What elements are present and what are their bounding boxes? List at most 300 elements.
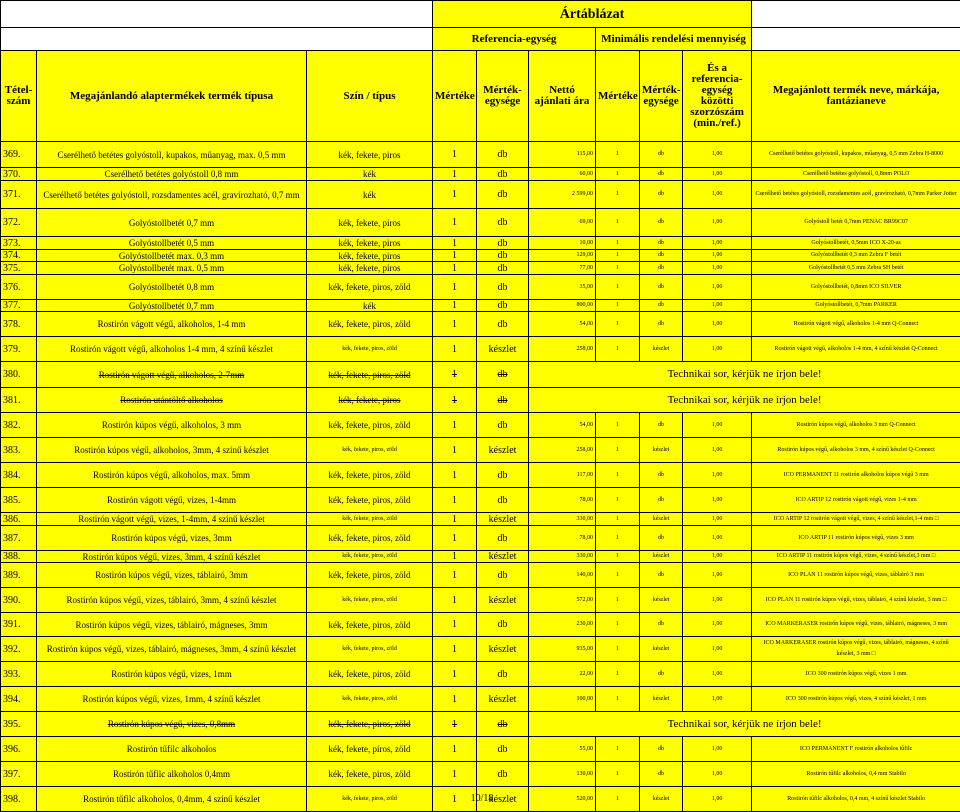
item-number: 398. <box>1 787 37 812</box>
col-min-quantity: Mértéke <box>596 51 640 142</box>
offered-product: Golyóstoll betét 0,7mm PENAC BR99C07 <box>752 209 960 237</box>
offered-product: ICO 300 rostirón kúpos végű, vizes, 4 színű készlet, 1 mm <box>752 687 960 712</box>
ref-unit: készlet <box>477 337 529 362</box>
ref-quantity: 1 <box>433 513 477 526</box>
color-type: kék, fekete, piros <box>307 209 433 237</box>
table-row <box>1 687 960 712</box>
item-number: 369. <box>1 142 37 168</box>
net-price: 54,00 <box>529 312 596 337</box>
ratio: 1,00 <box>683 613 752 637</box>
min-quantity: 1 <box>596 526 640 551</box>
ratio: 1,00 <box>683 737 752 762</box>
net-price: 258,00 <box>529 337 596 362</box>
ratio: 1,00 <box>683 262 752 275</box>
net-price: 60,00 <box>529 168 596 181</box>
min-unit: db <box>640 209 683 237</box>
net-price: 140,00 <box>529 563 596 588</box>
min-unit: készlet <box>640 438 683 463</box>
item-number: 396. <box>1 737 37 762</box>
product-type: Cserélhető betétes golyóstoll 0,8 mm <box>37 168 307 181</box>
table-row <box>1 337 960 362</box>
ratio: 1,00 <box>683 526 752 551</box>
ref-unit: készlet <box>477 588 529 613</box>
net-price: 77,00 <box>529 262 596 275</box>
table-row <box>1 712 960 737</box>
ref-unit: db <box>477 662 529 687</box>
net-price: 130,00 <box>529 762 596 787</box>
ref-quantity: 1 <box>433 337 477 362</box>
col-color-type: Szín / típus <box>307 51 433 142</box>
color-type: kék, fekete, piros, zöld <box>307 613 433 637</box>
item-number: 378. <box>1 312 37 337</box>
ratio: 1,00 <box>683 337 752 362</box>
item-number: 380. <box>1 362 37 388</box>
col-item-number: Tétel-szám <box>1 51 37 142</box>
page-title: Ártáblázat <box>433 1 752 28</box>
ref-quantity: 1 <box>433 413 477 438</box>
min-unit: db <box>640 300 683 312</box>
ref-unit: készlet <box>477 551 529 563</box>
color-type: kék, fekete, piros <box>307 250 433 262</box>
offered-product: Rostirón kúpos végű, alkoholos 3 mm, 4 színű készlet Q-Connect <box>752 438 960 463</box>
ref-quantity: 1 <box>433 737 477 762</box>
product-type: Golyóstollbetét 0,7 mm <box>37 300 307 312</box>
offered-product: ICO PERMANENT F rostirón alkoholos tűfilc <box>752 737 960 762</box>
offered-product: ICO PLAN 11 rostirón kúpos végű, vizes, táblairó, 4 színű készlet, 3 mm □ <box>752 588 960 613</box>
offered-product: ICO MARKERASER rostirón kúpos végű, vizes, táblairó, mágneses, 4 színű készlet, 3 mm □ <box>752 637 960 662</box>
min-quantity: 1 <box>596 300 640 312</box>
product-type: Rostirón kúpos végű, alkoholos, max. 5mm <box>37 463 307 488</box>
min-unit: db <box>640 762 683 787</box>
table-row <box>1 762 960 787</box>
min-quantity: 1 <box>596 275 640 300</box>
table-row <box>1 300 960 312</box>
color-type: kék, fekete, piros, zöld <box>307 337 433 362</box>
min-quantity: 1 <box>596 168 640 181</box>
ref-quantity: 1 <box>433 687 477 712</box>
ref-unit: db <box>477 262 529 275</box>
ratio: 1,00 <box>683 463 752 488</box>
ratio: 1,00 <box>683 687 752 712</box>
ref-unit: készlet <box>477 513 529 526</box>
ref-quantity: 1 <box>433 762 477 787</box>
ratio: 1,00 <box>683 250 752 262</box>
ref-quantity: 1 <box>433 613 477 637</box>
ref-unit: db <box>477 762 529 787</box>
product-type: Golyóstollbetét max. 0,3 mm <box>37 250 307 262</box>
table-row <box>1 413 960 438</box>
offered-product: Golyóstollbetét, 0,5mm ICO X-20-as <box>752 237 960 250</box>
item-number: 377. <box>1 300 37 312</box>
net-price: 800,00 <box>529 300 596 312</box>
min-quantity: 1 <box>596 787 640 812</box>
product-type: Rostirón vágott végű, vizes, 1-4mm, 4 színű készlet <box>37 513 307 526</box>
technical-row-note: Technikai sor, kérjük ne írjon bele! <box>529 712 960 737</box>
ref-quantity: 1 <box>433 662 477 687</box>
product-type: Cserélhető betétes golyóstoll, kupakos, műanyag, max. 0,5 mm <box>37 142 307 168</box>
ref-unit: db <box>477 362 529 388</box>
item-number: 385. <box>1 488 37 513</box>
product-type: Rostirón kúpos végű, vizes, 1mm <box>37 662 307 687</box>
table-row <box>1 362 960 388</box>
ratio: 1,00 <box>683 237 752 250</box>
item-number: 384. <box>1 463 37 488</box>
ratio: 1,00 <box>683 662 752 687</box>
group-reference: Referencia-egység <box>433 28 596 51</box>
col-product-type: Megajánlandó alaptermékek termék típusa <box>37 51 307 142</box>
net-price: 78,00 <box>529 488 596 513</box>
offered-product: ICO 300 rostirón kúpos végű, vizes 1 mm <box>752 662 960 687</box>
ref-quantity: 1 <box>433 526 477 551</box>
net-price: 258,00 <box>529 438 596 463</box>
offered-product: Golyóstollbetét, 0,7mm PARKER <box>752 300 960 312</box>
product-type: Rostirón kúpos végű, vizes, 0,8mm <box>37 712 307 737</box>
item-number: 383. <box>1 438 37 463</box>
ratio: 1,00 <box>683 551 752 563</box>
color-type: kék, fekete, piros <box>307 262 433 275</box>
item-number: 371. <box>1 181 37 209</box>
product-type: Rostirón kúpos végű, vizes, 1mm, 4 színű készlet <box>37 687 307 712</box>
product-type: Rostirón kúpos végű, vizes, 3mm, 4 színű készlet <box>37 551 307 563</box>
item-number: 381. <box>1 388 37 413</box>
color-type: kék <box>307 168 433 181</box>
color-type: kék, fekete, piros, zöld <box>307 762 433 787</box>
min-unit: készlet <box>640 687 683 712</box>
ref-unit: db <box>477 526 529 551</box>
ratio: 1,00 <box>683 209 752 237</box>
ref-unit: db <box>477 275 529 300</box>
min-quantity: 1 <box>596 181 640 209</box>
offered-product: Cserélhető betétes golyóstoll, rozsdamentes acél, gravírozható, 0,7mm Parker Jotter <box>752 181 960 209</box>
min-unit: készlet <box>640 513 683 526</box>
min-unit: db <box>640 488 683 513</box>
min-unit: készlet <box>640 787 683 812</box>
table-row <box>1 463 960 488</box>
color-type: kék, fekete, piros, zöld <box>307 275 433 300</box>
color-type: kék, fekete, piros, zöld <box>307 488 433 513</box>
product-type: Rostirón kúpos végű, vizes, táblairó, 3mm <box>37 563 307 588</box>
offered-product: Rostirón vágott végű, alkoholos 1-4 mm, 4 színű készlet Q-Connect <box>752 337 960 362</box>
offered-product: Cserélhető betétes golyóstoll, 0,8mm POLO <box>752 168 960 181</box>
ratio: 1,00 <box>683 513 752 526</box>
ratio: 1,00 <box>683 312 752 337</box>
ratio: 1,00 <box>683 588 752 613</box>
ref-quantity: 1 <box>433 787 477 812</box>
net-price: 230,00 <box>529 613 596 637</box>
ref-quantity: 1 <box>433 262 477 275</box>
ratio: 1,00 <box>683 168 752 181</box>
ref-quantity: 1 <box>433 438 477 463</box>
min-quantity: 1 <box>596 438 640 463</box>
min-unit: db <box>640 250 683 262</box>
net-price: 100,00 <box>529 687 596 712</box>
ref-unit: db <box>477 613 529 637</box>
item-number: 370. <box>1 168 37 181</box>
offered-product: ICO PERMANENT 11 rostirón alkoholos kúpos végű 3 mm <box>752 463 960 488</box>
offered-product: ICO ARTIP 12 rostirón vágott végű, vizes 1-4 mm <box>752 488 960 513</box>
net-price: 129,00 <box>529 250 596 262</box>
product-type: Rostirón kúpos végű, alkoholos, 3 mm <box>37 413 307 438</box>
ref-unit: db <box>477 388 529 413</box>
ref-unit: db <box>477 209 529 237</box>
ref-quantity: 1 <box>433 388 477 413</box>
net-price: 78,00 <box>529 526 596 551</box>
color-type: kék <box>307 181 433 209</box>
color-type: kék <box>307 300 433 312</box>
min-unit: készlet <box>640 588 683 613</box>
net-price: 115,00 <box>529 142 596 168</box>
offered-product: Golyóstollbetét, 0,8mm ICO SILVER <box>752 275 960 300</box>
net-price: 69,00 <box>529 209 596 237</box>
item-number: 375. <box>1 262 37 275</box>
offered-product: Golyóstollbetét 0,5 mm Zebra SH betét <box>752 262 960 275</box>
min-quantity: 1 <box>596 637 640 662</box>
color-type: kék, fekete, piros, zöld <box>307 563 433 588</box>
net-price: 330,00 <box>529 513 596 526</box>
item-number: 390. <box>1 588 37 613</box>
ref-quantity: 1 <box>433 588 477 613</box>
min-quantity: 1 <box>596 250 640 262</box>
ref-unit: db <box>477 312 529 337</box>
ref-quantity: 1 <box>433 563 477 588</box>
product-type: Cserélhető betétes golyóstoll, rozsdamentes acél, gravírozható, 0,7 mm <box>37 181 307 209</box>
min-quantity: 1 <box>596 262 640 275</box>
col-min-unit: Mérték-egysége <box>640 51 683 142</box>
min-unit: db <box>640 463 683 488</box>
ref-quantity: 1 <box>433 637 477 662</box>
col-ratio: És a referencia-egység közötti szorzószám (min./ref.) <box>683 51 752 142</box>
offered-product: ICO ARTIP 12 rostirón vágott végű, vizes, 4 színű készlet,1-4 mm □ <box>752 513 960 526</box>
table-row <box>1 526 960 551</box>
ref-quantity: 1 <box>433 168 477 181</box>
ref-quantity: 1 <box>433 142 477 168</box>
ref-unit: db <box>477 413 529 438</box>
table-header <box>1 1 960 142</box>
ref-unit: db <box>477 300 529 312</box>
item-number: 388. <box>1 551 37 563</box>
color-type: kék, fekete, piros, zöld <box>307 737 433 762</box>
net-price: 22,00 <box>529 662 596 687</box>
product-type: Rostirón tűfilc alkoholos 0,4mm <box>37 762 307 787</box>
ref-quantity: 1 <box>433 712 477 737</box>
ref-unit: db <box>477 563 529 588</box>
offered-product: ICO ARTIP 11 rostirón kúpos végű, vizes 3 mm <box>752 526 960 551</box>
table-body <box>1 142 960 812</box>
min-quantity: 1 <box>596 762 640 787</box>
ref-unit: készlet <box>477 438 529 463</box>
color-type: kék, fekete, piros, zöld <box>307 526 433 551</box>
technical-row-note: Technikai sor, kérjük ne írjon bele! <box>529 388 960 413</box>
net-price: 520,00 <box>529 787 596 812</box>
group-min-order: Minimális rendelési mennyiség <box>596 28 752 51</box>
ratio: 1,00 <box>683 438 752 463</box>
color-type: kék, fekete, piros <box>307 388 433 413</box>
offered-product: ICO PLAN 11 rostirón kúpos végű, vizes, táblairó 3 mm <box>752 563 960 588</box>
item-number: 382. <box>1 413 37 438</box>
color-type: kék, fekete, piros, zöld <box>307 787 433 812</box>
table-row <box>1 209 960 237</box>
offered-product: Rostirón tűfilc alkoholos, 0,4 mm Stabilo <box>752 762 960 787</box>
min-unit: db <box>640 563 683 588</box>
offered-product: ICO ARTIP 11 rostirón kúpos végű, vizes, 4 színű készlet,3 mm □ <box>752 551 960 563</box>
net-price: 10,00 <box>529 237 596 250</box>
min-quantity: 1 <box>596 551 640 563</box>
min-unit: db <box>640 262 683 275</box>
product-type: Rostirón kúpos végű, vizes, táblairó, mágneses, 3mm <box>37 613 307 637</box>
technical-row-note: Technikai sor, kérjük ne írjon bele! <box>529 362 960 388</box>
min-unit: készlet <box>640 337 683 362</box>
table-row <box>1 637 960 662</box>
offered-product: Rostirón tűfilc alkoholos, 0,4 mm, 4 színű készlet Stabilo <box>752 787 960 812</box>
product-type: Golyóstollbetét 0,7 mm <box>37 209 307 237</box>
net-price: 2 599,00 <box>529 181 596 209</box>
offered-product: ICO MARKERASER rostirón kúpos végű, vizes, táblairó, mágneses, 3 mm <box>752 613 960 637</box>
table-row <box>1 312 960 337</box>
product-type: Golyóstollbetét max. 0,5 mm <box>37 262 307 275</box>
table-row <box>1 551 960 563</box>
ref-quantity: 1 <box>433 250 477 262</box>
table-row <box>1 181 960 209</box>
min-unit: db <box>640 142 683 168</box>
ref-unit: db <box>477 181 529 209</box>
table-row <box>1 388 960 413</box>
item-number: 393. <box>1 662 37 687</box>
product-type: Rostirón vágott végű, alkoholos, 1-4 mm <box>37 312 307 337</box>
table-row <box>1 168 960 181</box>
table-row <box>1 142 960 168</box>
item-number: 376. <box>1 275 37 300</box>
min-quantity: 1 <box>596 337 640 362</box>
table-row <box>1 438 960 463</box>
min-quantity: 1 <box>596 513 640 526</box>
color-type: kék, fekete, piros <box>307 237 433 250</box>
ref-unit: készlet <box>477 787 529 812</box>
color-type: kék, fekete, piros, zöld <box>307 637 433 662</box>
table-row <box>1 262 960 275</box>
ref-unit: db <box>477 250 529 262</box>
col-offered-product: Megajánlott termék neve, márkája, fantázianeve <box>752 51 960 142</box>
product-type: Rostirón kúpos végű, vizes, táblairó, mágneses, 3mm, 4 színű készlet <box>37 637 307 662</box>
product-type: Rostirón vágott végű, alkoholos, 2-7mm <box>37 362 307 388</box>
net-price: 35,00 <box>529 275 596 300</box>
ref-unit: db <box>477 463 529 488</box>
ratio: 1,00 <box>683 563 752 588</box>
min-unit: db <box>640 613 683 637</box>
min-quantity: 1 <box>596 488 640 513</box>
page-number: 10/18 <box>462 793 502 804</box>
min-unit: db <box>640 662 683 687</box>
ref-quantity: 1 <box>433 312 477 337</box>
min-unit: db <box>640 237 683 250</box>
ref-quantity: 1 <box>433 488 477 513</box>
item-number: 389. <box>1 563 37 588</box>
color-type: kék, fekete, piros, zöld <box>307 588 433 613</box>
item-number: 392. <box>1 637 37 662</box>
min-quantity: 1 <box>596 312 640 337</box>
ref-quantity: 1 <box>433 237 477 250</box>
color-type: kék, fekete, piros <box>307 142 433 168</box>
table-row <box>1 563 960 588</box>
product-type: Rostirón tűfilc alkoholos <box>37 737 307 762</box>
min-unit: készlet <box>640 637 683 662</box>
product-type: Rostirón kúpos végű, vizes, 3mm <box>37 526 307 551</box>
product-type: Rostirón vágott végű, alkoholos 1-4 mm, 4 színű készlet <box>37 337 307 362</box>
item-number: 374. <box>1 250 37 262</box>
min-unit: db <box>640 526 683 551</box>
min-unit: db <box>640 275 683 300</box>
net-price: 54,00 <box>529 413 596 438</box>
color-type: kék, fekete, piros, zöld <box>307 413 433 438</box>
offered-product: Golyóstollbetét 0,3 mm Zebra F betét <box>752 250 960 262</box>
color-type: kék, fekete, piros, zöld <box>307 362 433 388</box>
offered-product: Rostirón vágott végű, alkoholos 1-4 mm Q-Connect <box>752 312 960 337</box>
col-ref-quantity: Mértéke <box>433 51 477 142</box>
ref-quantity: 1 <box>433 463 477 488</box>
min-unit: db <box>640 181 683 209</box>
item-number: 395. <box>1 712 37 737</box>
color-type: kék, fekete, piros, zöld <box>307 463 433 488</box>
item-number: 394. <box>1 687 37 712</box>
ref-quantity: 1 <box>433 209 477 237</box>
net-price: 935,00 <box>529 637 596 662</box>
item-number: 379. <box>1 337 37 362</box>
ratio: 1,00 <box>683 488 752 513</box>
table-row <box>1 488 960 513</box>
product-type: Rostirón kúpos végű, vizes, táblairó, 3mm, 4 színű készlet <box>37 588 307 613</box>
min-quantity: 1 <box>596 662 640 687</box>
min-quantity: 1 <box>596 237 640 250</box>
item-number: 372. <box>1 209 37 237</box>
product-type: Golyóstollbetét 0,8 mm <box>37 275 307 300</box>
col-net-price: Nettó ajánlati ára <box>529 51 596 142</box>
min-unit: db <box>640 168 683 181</box>
ratio: 1,00 <box>683 413 752 438</box>
color-type: kék, fekete, piros, zöld <box>307 312 433 337</box>
min-quantity: 1 <box>596 413 640 438</box>
product-type: Rostirón tűfilc alkoholos, 0,4mm, 4 színű készlet <box>37 787 307 812</box>
ref-unit: db <box>477 488 529 513</box>
table-row <box>1 662 960 687</box>
ratio: 1,00 <box>683 787 752 812</box>
color-type: kék, fekete, piros, zöld <box>307 513 433 526</box>
min-quantity: 1 <box>596 687 640 712</box>
ratio: 1,00 <box>683 275 752 300</box>
item-number: 387. <box>1 526 37 551</box>
col-ref-unit: Mérték-egysége <box>477 51 529 142</box>
color-type: kék, fekete, piros, zöld <box>307 662 433 687</box>
table-row <box>1 237 960 250</box>
table-row <box>1 613 960 637</box>
table-row <box>1 737 960 762</box>
net-price: 55,00 <box>529 737 596 762</box>
ref-unit: készlet <box>477 687 529 712</box>
min-unit: db <box>640 737 683 762</box>
ref-unit: db <box>477 237 529 250</box>
net-price: 572,00 <box>529 588 596 613</box>
ratio: 1,00 <box>683 637 752 662</box>
min-quantity: 1 <box>596 463 640 488</box>
min-quantity: 1 <box>596 142 640 168</box>
ref-unit: db <box>477 168 529 181</box>
ratio: 1,00 <box>683 300 752 312</box>
min-quantity: 1 <box>596 737 640 762</box>
ref-quantity: 1 <box>433 275 477 300</box>
min-quantity: 1 <box>596 613 640 637</box>
product-type: Rostirón utántöltő alkoholos <box>37 388 307 413</box>
net-price: 117,00 <box>529 463 596 488</box>
ratio: 1,00 <box>683 762 752 787</box>
ratio: 1,00 <box>683 142 752 168</box>
